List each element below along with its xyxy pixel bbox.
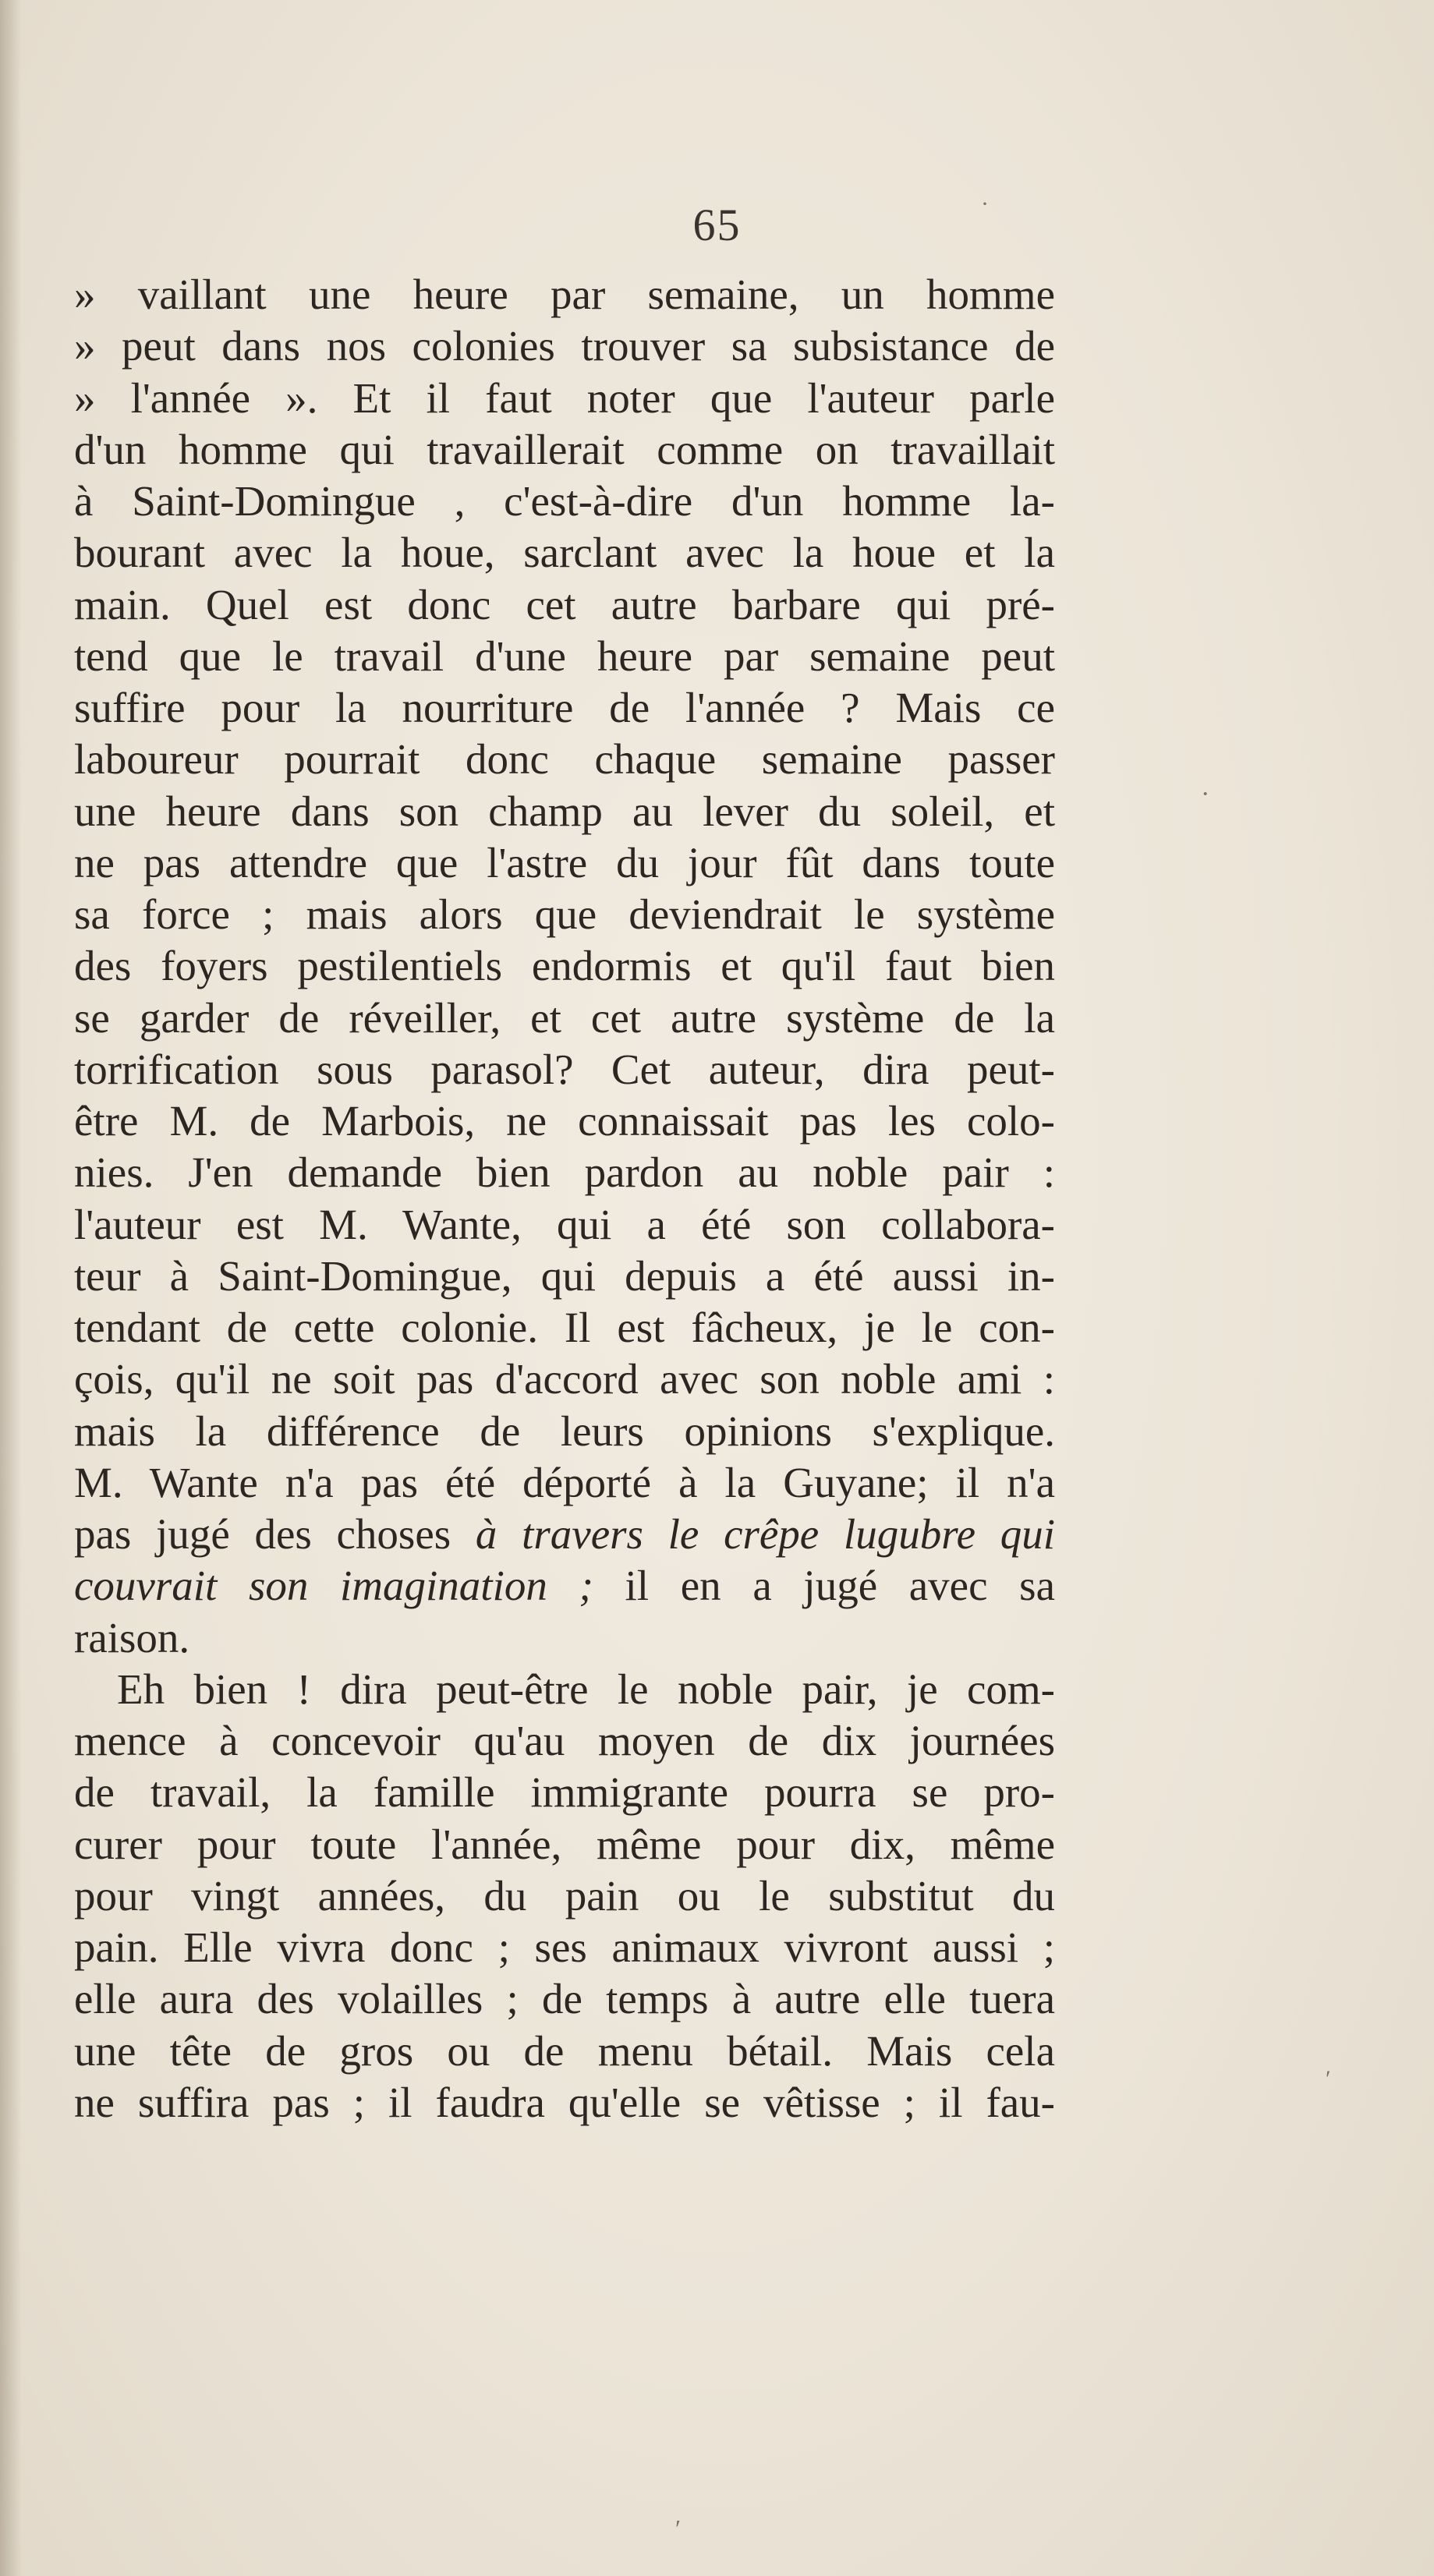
text-line: à Saint-Domingue , c'est-à-dire d'un homme la- xyxy=(74,477,1055,525)
text-line: elle aura des volailles ; de temps à autre elle tuera xyxy=(74,1975,1055,2023)
text-line: pour vingt années, du pain ou le substitut du xyxy=(74,1871,1055,1920)
paper-speck: ′ xyxy=(1326,2066,1331,2092)
text-line: de travail, la famille immigrante pourra se pro- xyxy=(74,1768,1055,1817)
text-roman: pas jugé des choses xyxy=(74,1510,476,1558)
text-line: bourant avec la houe, sarclant avec la houe et la xyxy=(74,529,1055,577)
text-line: pain. Elle vivra donc ; ses animaux vivront aussi ; xyxy=(74,1923,1055,1971)
text-line: être M. de Marbois, ne connaissait pas les colo- xyxy=(74,1097,1055,1145)
text-line: d'un homme qui travaillerait comme on travaillait xyxy=(74,425,1055,473)
paper-speck: · xyxy=(981,191,989,217)
text-line: çois, qu'il ne soit pas d'accord avec son noble ami : xyxy=(74,1355,1055,1403)
text-line: mais la différence de leurs opinions s'explique. xyxy=(74,1407,1055,1455)
body-text xyxy=(74,269,1055,2128)
text-line xyxy=(74,1560,1055,1612)
text-line: l'auteur est M. Wante, qui a été son collabora- xyxy=(74,1200,1055,1248)
text-line: torrification sous parasol? Cet auteur, dira peut- xyxy=(74,1045,1055,1093)
text-line: nies. J'en demande bien pardon au noble pair : xyxy=(74,1148,1055,1197)
text-line: sa force ; mais alors que deviendrait le système xyxy=(74,890,1055,938)
text-line xyxy=(74,1509,1055,1560)
text-line: une heure dans son champ au lever du soleil, et xyxy=(74,787,1055,835)
text-italic: à travers le crêpe lugubre qui xyxy=(475,1510,1055,1558)
text-line: » l'année ». Et il faut noter que l'auteur parle xyxy=(74,373,1055,422)
text-line: des foyers pestilentiels endormis et qu'il faut bien xyxy=(74,942,1055,990)
paper-speck: ′ xyxy=(675,2514,681,2542)
text-line: » vaillant une heure par semaine, un homme xyxy=(74,271,1055,318)
text-line: se garder de réveiller, et cet autre système de la xyxy=(74,993,1055,1042)
text-line: mence à concevoir qu'au moyen de dix journées xyxy=(74,1717,1055,1764)
text-roman: il en a jugé avec sa xyxy=(593,1562,1055,1610)
text-line: tend que le travail d'une heure par semaine peut xyxy=(74,632,1055,680)
paper-speck: · xyxy=(1201,780,1210,809)
text-line: laboureur pourrait donc chaque semaine passer xyxy=(74,735,1055,784)
text-line: » peut dans nos colonies trouver sa subsistance de xyxy=(74,322,1055,370)
text-line: ne suffira pas ; il faudra qu'elle se vêtisse ; il fau- xyxy=(74,2078,1055,2126)
text-line: ne pas attendre que l'astre du jour fût dans toute xyxy=(74,838,1055,886)
text-line: tendant de cette colonie. Il est fâcheux, je le con- xyxy=(74,1304,1055,1351)
page-number: 65 xyxy=(692,200,742,250)
text-line: main. Quel est donc cet autre barbare qui pré- xyxy=(74,580,1055,628)
text-line: M. Wante n'a pas été déporté à la Guyane; il n'a xyxy=(74,1458,1055,1506)
text-italic: couvrait son imagination ; xyxy=(74,1562,593,1610)
text-line: teur à Saint-Domingue, qui depuis a été aussi in- xyxy=(74,1251,1055,1300)
text-line: une tête de gros ou de menu bétail. Mais cela xyxy=(74,2026,1055,2075)
spine-shadow xyxy=(0,0,22,2576)
text-line: raison. xyxy=(74,1613,190,1661)
text-line: Eh bien ! dira peut-être le noble pair, je com- xyxy=(117,1665,1055,1713)
text-line: suffire pour la nourriture de l'année ? Mais ce xyxy=(74,684,1055,731)
text-line: curer pour toute l'année, même pour dix, même xyxy=(74,1820,1055,1868)
